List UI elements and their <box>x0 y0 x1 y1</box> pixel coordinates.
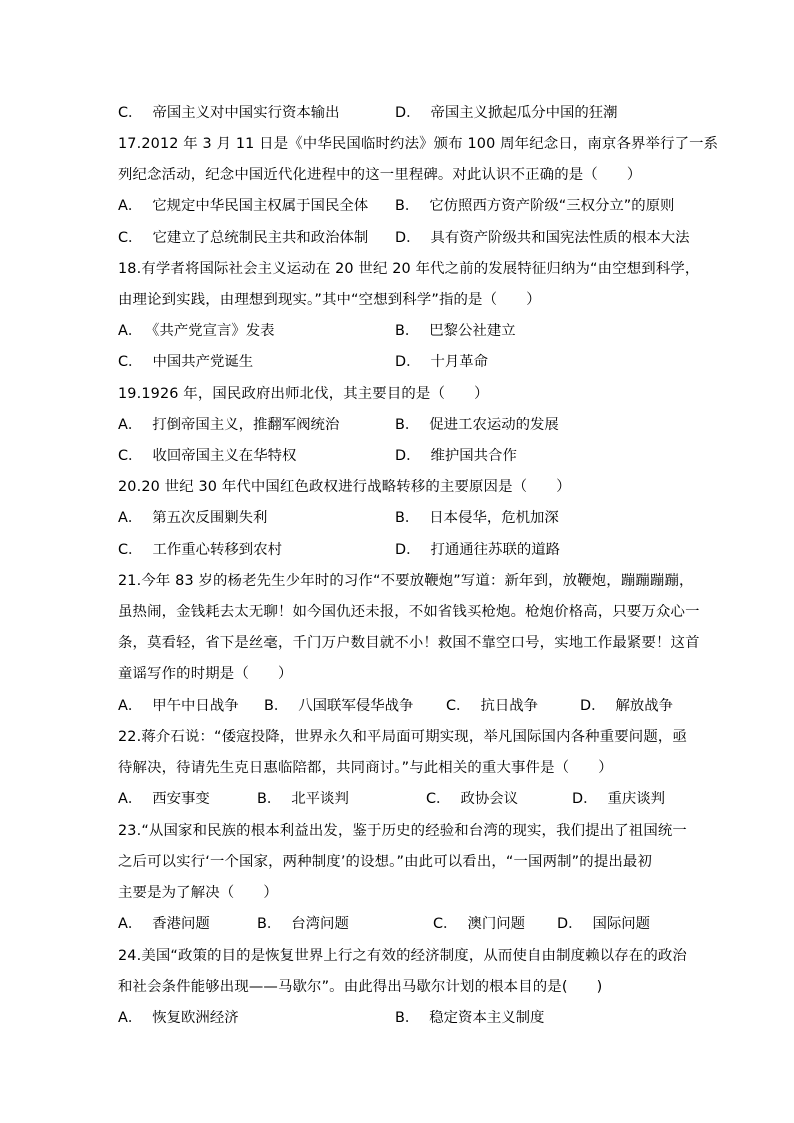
option-letter: B． <box>257 916 282 932</box>
option-17-c <box>118 228 368 248</box>
option-19-a <box>118 415 339 435</box>
option-letter: B． <box>395 417 420 433</box>
option-text: 打倒帝国主义，推翻军阀统治 <box>152 417 340 433</box>
option-letter: D． <box>580 698 606 714</box>
question-22-line-1: 22.蒋介石说：“倭寇投降，世界永久和平局面可期实现，举凡国际国内各种重要问题，亟 <box>118 729 687 745</box>
option-text: 帝国主义对中国实行资本输出 <box>152 105 340 121</box>
option-letter: A． <box>118 510 143 526</box>
option-text: 重庆谈判 <box>607 791 666 807</box>
option-letter: B． <box>395 510 420 526</box>
option-20-d <box>395 540 560 560</box>
option-text: 打通通往苏联的道路 <box>430 542 561 558</box>
option-text: 恢复欧洲经济 <box>152 1010 239 1026</box>
option-text: 国际问题 <box>592 916 651 932</box>
question-21-line-4: 童谣写作的时期是（ ） <box>118 666 293 682</box>
option-letter: C． <box>118 230 143 246</box>
option-20-b <box>395 508 559 528</box>
option-letter: A． <box>118 791 143 807</box>
option-text: 政协会议 <box>460 791 519 807</box>
question-17-line-1: 17.2012 年 3 月 11 日是《中华民国临时约法》颁布 100 周年纪念日，南京各界举行了一系 <box>118 136 719 152</box>
option-letter: D． <box>395 354 421 370</box>
option-letter: A． <box>118 916 143 932</box>
option-letter: D． <box>395 448 421 464</box>
option-letter: C． <box>426 791 451 807</box>
option-16-c <box>118 103 340 123</box>
option-text: 甲午中日战争 <box>152 698 239 714</box>
option-18-c <box>118 352 253 372</box>
option-21-b <box>264 696 413 716</box>
option-21-c <box>446 696 538 716</box>
option-text: 第五次反围剿失利 <box>152 510 268 526</box>
question-24-line-2: 和社会条件能够出现——马歇尔”。由此得出马歇尔计划的根本目的是( ) <box>118 979 603 995</box>
option-21-d <box>580 696 673 716</box>
option-text: 北平谈判 <box>291 791 349 807</box>
question-18-line-1: 18.有学者将国际社会主义运动在 20 世纪 20 年代之前的发展特征归纳为“由空想到科学， <box>118 261 700 277</box>
question-22-line-2: 待解决，待请先生克日惠临陪都，共同商讨。”与此相关的重大事件是（ ） <box>118 760 613 776</box>
option-letter: D． <box>395 542 421 558</box>
option-letter: A． <box>118 698 143 714</box>
question-19-line-1: 19.1926 年，国民政府出师北伐，其主要目的是（ ） <box>118 386 489 402</box>
question-23-line-2: 之后可以实行‘一个国家，两种制度’的设想。”由此可以看出，“一国两制”的提出最初 <box>118 854 652 870</box>
option-letter: D． <box>395 105 421 121</box>
option-text: 台湾问题 <box>291 916 349 932</box>
option-text: 它仿照西方资产阶级“三权分立”的原则 <box>429 198 675 214</box>
option-letter: C． <box>118 542 143 558</box>
option-text: 促进工农运动的发展 <box>429 417 559 433</box>
option-18-d <box>395 352 488 372</box>
option-text: 稳定资本主义制度 <box>429 1010 545 1026</box>
option-21-a <box>118 696 239 716</box>
option-text: 巴黎公社建立 <box>429 323 516 339</box>
option-text: 它建立了总统制民主共和政治体制 <box>152 230 369 246</box>
option-text: 抗日战争 <box>480 698 539 714</box>
option-text: 十月革命 <box>430 354 489 370</box>
option-22-c <box>426 789 518 809</box>
option-letter: D． <box>395 230 421 246</box>
option-letter: D． <box>572 791 598 807</box>
option-text: 澳门问题 <box>467 916 526 932</box>
option-text: 它规定中华民国主权属于国民全体 <box>152 198 369 214</box>
option-letter: A． <box>118 1010 143 1026</box>
option-letter: C． <box>433 916 458 932</box>
question-21-line-3: 条，莫看轻，省下是丝毫，千门万户数目就不小！救国不靠空口号，实地工作最紧要！这首 <box>118 635 700 651</box>
option-letter: C． <box>446 698 471 714</box>
question-24-line-1: 24.美国“政策的目的是恢复世界上行之有效的经济制度，从而使自由制度赖以存在的政治 <box>118 948 687 964</box>
question-21-line-2: 虽热闹，金钱耗去太无聊！如今国仇还未报，不如省钱买枪炮。枪炮价格高，只要万众心一 <box>118 604 700 620</box>
option-letter: A． <box>118 417 143 433</box>
option-letter: C． <box>118 354 143 370</box>
option-text: 解放战争 <box>615 698 674 714</box>
option-19-d <box>395 446 517 466</box>
option-23-a <box>118 914 210 934</box>
option-text: 中国共产党诞生 <box>152 354 254 370</box>
option-24-a <box>118 1008 239 1028</box>
option-24-b <box>395 1008 544 1028</box>
option-text: 西安事变 <box>152 791 210 807</box>
option-22-a <box>118 789 210 809</box>
option-16-d <box>395 103 618 123</box>
option-text: 帝国主义掀起瓜分中国的狂潮 <box>430 105 618 121</box>
option-letter: C． <box>118 105 143 121</box>
option-20-c <box>118 540 282 560</box>
option-letter: C． <box>118 448 143 464</box>
option-text: 维护国共合作 <box>430 448 517 464</box>
option-22-d <box>572 789 665 809</box>
option-text: 《共产党宣言》发表 <box>152 323 275 339</box>
question-23-line-3: 主要是为了解决（ ） <box>118 885 278 901</box>
question-21-line-1: 21.今年 83 岁的杨老先生少年时的习作“不要放鞭炮”写道：新年到，放鞭炮，蹦蹦蹦蹦， <box>118 573 694 589</box>
option-letter: B． <box>395 198 420 214</box>
question-18-line-2: 由理论到实践，由理想到现实。”其中“空想到科学”指的是（ ） <box>118 292 541 308</box>
option-text: 工作重心转移到农村 <box>152 542 282 558</box>
option-23-b <box>257 914 349 934</box>
question-23-line-1: 23.“从国家和民族的根本利益出发，鉴于历史的经验和台湾的现实，我们提出了祖国统一 <box>118 823 687 839</box>
option-letter: B． <box>395 323 420 339</box>
option-letter: D． <box>557 916 583 932</box>
option-18-b <box>395 321 516 341</box>
option-19-b <box>395 415 559 435</box>
option-letter: A． <box>118 323 143 339</box>
option-17-b <box>395 196 674 216</box>
option-17-d <box>395 228 690 248</box>
question-17-line-2: 列纪念活动，纪念中国近代化进程中的这一里程碑。对此认识不正确的是（ ） <box>118 167 642 183</box>
question-20-line-1: 20.20 世纪 30 年代中国红色政权进行战略转移的主要原因是（ ） <box>118 479 571 495</box>
option-letter: B． <box>264 698 289 714</box>
option-17-a <box>118 196 368 216</box>
option-text: 八国联军侵华战争 <box>298 698 414 714</box>
option-19-c <box>118 446 296 466</box>
option-letter: A． <box>118 198 143 214</box>
option-18-a <box>118 321 275 341</box>
option-23-c <box>433 914 525 934</box>
option-text: 收回帝国主义在华特权 <box>152 448 297 464</box>
option-20-a <box>118 508 267 528</box>
option-letter: B． <box>395 1010 420 1026</box>
option-22-b <box>257 789 349 809</box>
option-text: 香港问题 <box>152 916 210 932</box>
option-23-d <box>557 914 650 934</box>
option-letter: B． <box>257 791 282 807</box>
option-text: 日本侵华，危机加深 <box>429 510 559 526</box>
option-text: 具有资产阶级共和国宪法性质的根本大法 <box>430 230 690 246</box>
